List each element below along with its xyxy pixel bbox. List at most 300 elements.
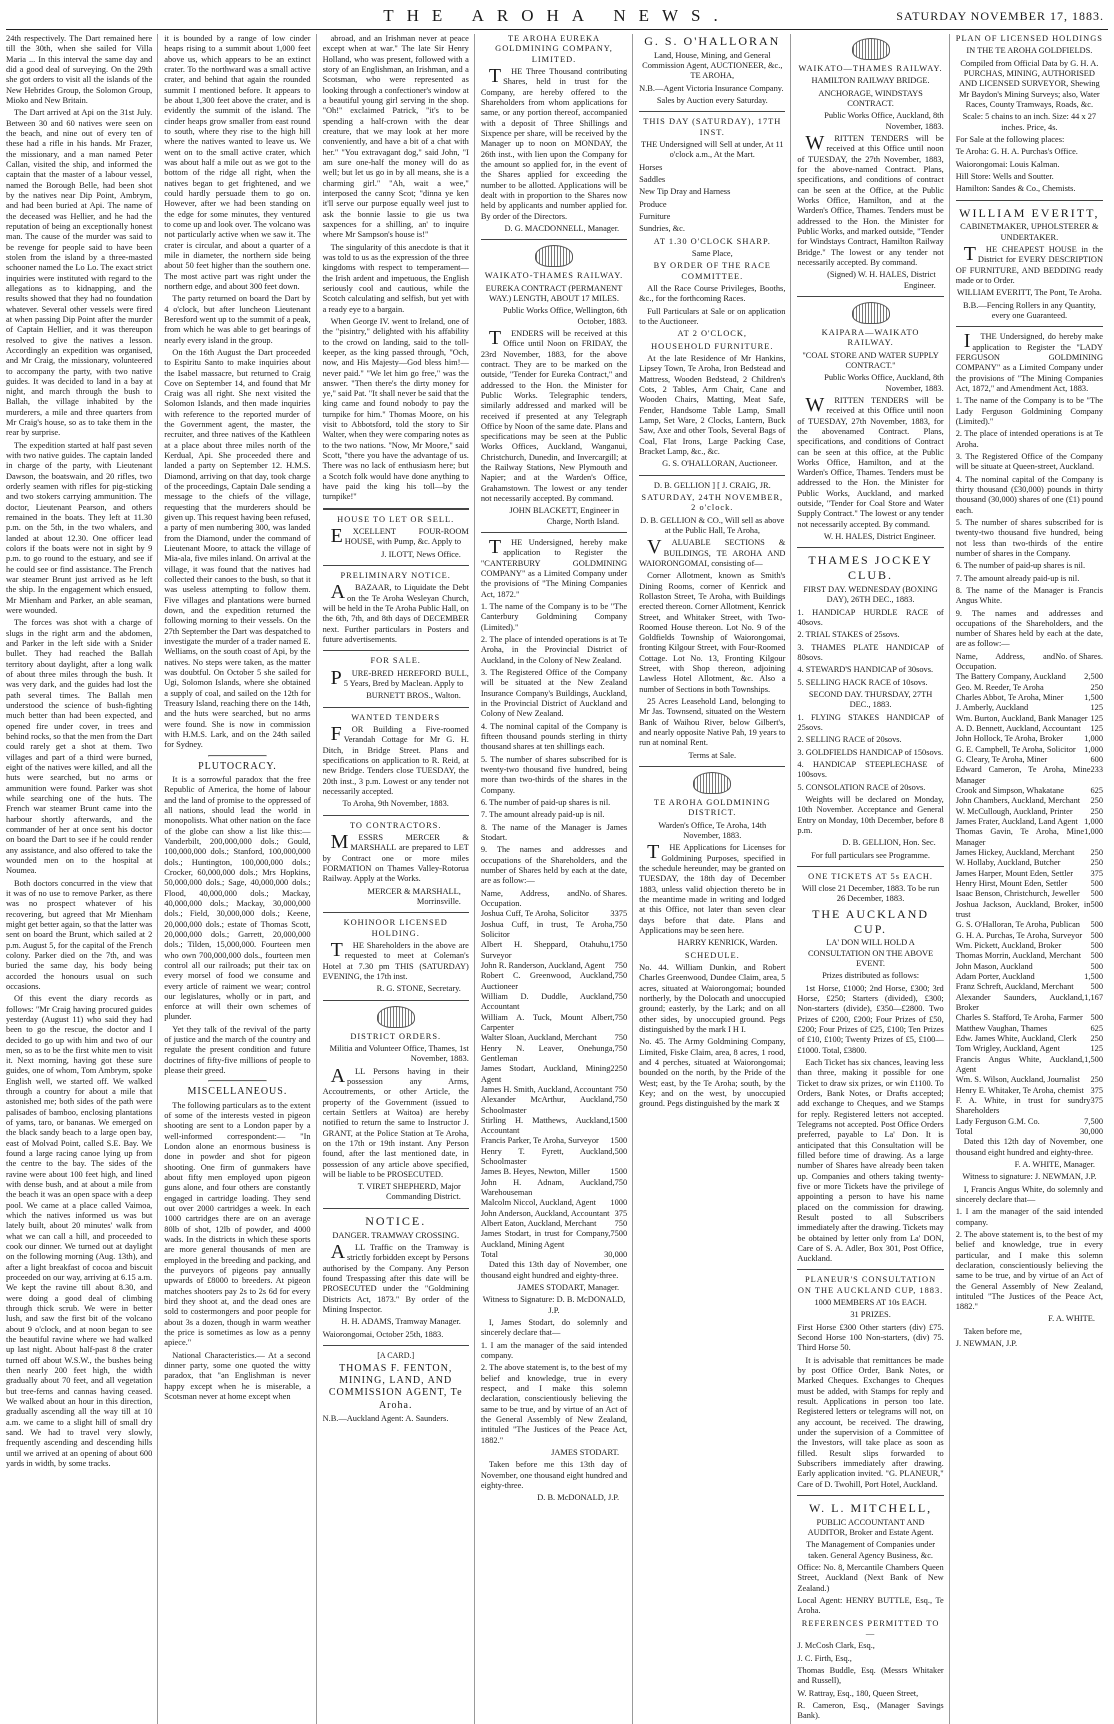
table-row bbox=[481, 1064, 627, 1085]
shareholder-name: W. McCullough, Auckland, Printer bbox=[955, 806, 1073, 816]
list-item: 1. HANDICAP HURDLE RACE of 40sovs. bbox=[797, 607, 944, 627]
ad-note: Sales by Auction every Saturday. bbox=[656, 96, 768, 106]
ad-footnote: N.B.—Auckland Agent: A. Saunders. bbox=[322, 1413, 449, 1423]
shareholder-name: James Harper, Mount Eden, Settler bbox=[955, 868, 1074, 878]
share-count: 1,000 bbox=[1084, 744, 1103, 754]
list-item: 7. The amount already paid-up is nil. bbox=[480, 810, 605, 820]
list-item: 5. The number of shares subscribed for is twenty-two thousand five hundred, being more than two-thirds of the shares in the Company. bbox=[480, 754, 628, 795]
table-row bbox=[481, 1219, 627, 1229]
ad-heading: THAMES JOCKEY CLUB. bbox=[808, 553, 933, 583]
list-item: 8. The name of the Manager is Francis Angus White. bbox=[955, 585, 1103, 606]
table-row bbox=[956, 1024, 1103, 1034]
paragraph: FOR Building a Five-roomed Verandah Cottage for Mr G. H. Ditch, in Bridge Street. Plans and specifications on application to R. Reid, at new Bridge. Tenders close TUESDAY, the 20th inst., 3 p.m. Lowest or any tender not necessarily accepted. bbox=[322, 723, 469, 796]
paragraph: Compiled from Official Data by G. H. A. PURCHAS, MINING, AUTHORISED AND LICENSED SURVEYOR, Shewing Mr Baydon's Mining Surveys; also, Water Races, County Tramways, Roads, &c. bbox=[958, 58, 1100, 109]
ad-subheading: CABINETMAKER, UPHOLSTERER & UNDERTAKER. bbox=[960, 222, 1099, 242]
ad-signature: D. B. McDONALD, J.P. bbox=[537, 1493, 620, 1503]
ad-heading: SCHEDULE. bbox=[684, 950, 740, 960]
shareholder-name: G. Cleary, Te Aroha, Miner bbox=[955, 755, 1048, 765]
share-count: 750 bbox=[614, 1219, 628, 1229]
share-count: 250 bbox=[1090, 848, 1103, 858]
share-count: 500 bbox=[1090, 941, 1103, 950]
table-row bbox=[481, 1167, 627, 1177]
share-count: 250 bbox=[1090, 858, 1103, 868]
table-total bbox=[481, 1250, 627, 1260]
share-count: 750 bbox=[614, 1084, 628, 1094]
ad-signature: F. A. WHITE. bbox=[1048, 1314, 1095, 1324]
table-row bbox=[481, 1178, 627, 1199]
ad-signature: D. G. MACDONNELL, Manager. bbox=[504, 223, 620, 233]
shareholder-name: Joshua Cuff, Te Aroha, Solicitor bbox=[480, 909, 589, 919]
ad-date: Public Works Office, Auckland, 8th November, 1883. bbox=[824, 111, 944, 131]
shareholder-name: Edward Cameron, Te Aroha, Mine Manager bbox=[955, 765, 1091, 785]
list-item: R. Cameron, Esq., (Manager Savings Bank). bbox=[797, 1701, 944, 1721]
share-count: 1500 bbox=[610, 1136, 628, 1146]
ad-signature: JOHN BLACKETT, Engineer in Charge, North Island. bbox=[509, 506, 620, 526]
share-count: 250 bbox=[1090, 682, 1103, 692]
ad-signature: T. VIRET SHEPHERD, Major Commanding District. bbox=[357, 1182, 461, 1202]
share-count: 600 bbox=[1090, 755, 1103, 765]
paragraph: National Characteristics.— At a second dinner party, some one quoted the witty paradox, that "an Englishman is never happy except when he is miserable, a Scotsman never at home except when bbox=[164, 1350, 311, 1401]
share-count: 1750 bbox=[610, 940, 628, 950]
divider bbox=[323, 1000, 469, 1001]
paragraph: D. B. GELLION & CO., Will sell as above at the Public Hall, Te Aroha, bbox=[640, 515, 785, 535]
shareholder-name: Robert C. Greenwood, Auckland, Auctioneer bbox=[480, 971, 615, 991]
list-item: 6. The number of paid-up shares is nil. bbox=[480, 797, 611, 807]
share-count: 2250 bbox=[610, 1064, 628, 1074]
list-item: 2. The place of intended operations is at Te Aroha. bbox=[955, 429, 1103, 449]
shareholder-name: Francis Angus White, Auckland, Agent bbox=[955, 1054, 1085, 1074]
sale-item: Sundries, &c. bbox=[639, 224, 685, 234]
shareholder-name: Albert Eaton, Auckland, Merchant bbox=[480, 1219, 597, 1229]
list-item: 6. The number of paid-up shares is nil. bbox=[955, 561, 1086, 571]
paragraph: Taken before me this 13th day of November, one thousand eight hundred and eighty-three. bbox=[480, 1460, 628, 1490]
list-item: Thomas Buddle, Esq. (Messrs Whitaker and Russell), bbox=[797, 1666, 944, 1686]
paragraph: Same Place, bbox=[691, 249, 733, 258]
ad-subheading: LA' DON WILL HOLD A CONSULTATION ON THE ABOVE EVENT. bbox=[807, 938, 934, 968]
divider bbox=[323, 508, 469, 510]
ad-subheading: IN THE TE AROHA GOLDFIELDS. bbox=[966, 46, 1093, 56]
paragraph: MESSRS MERCER & MARSHALL are prepared to LET by Contract one or more miles FORMATION on Thames Valley-Rotorua Railway. Apply at the Works. bbox=[322, 830, 469, 884]
paragraph: Each Ticket has six chances, leaving less than three, making it possible for one Ticket to draw six prizes, or win £1100. To Orders, Bank Notes, or Drafts accepted; add exchange to Cheques, and we Stamps for reply. Registered letters not accepted. Telegrams not accepted. Post Office Orders preferred, payable to La' Don. It is anticipated that this Consultation will be filled before time of drawing. As a large number of Shares have already been taken up. Companies and others taking twenty-five or more Tickets have the privilege of appointing a person to have his name placed on the commission for drawing. Result posted to all Subscribers immediately after the drawing. Tickets may be obtained by letter only from La' DON, Care of S. A. Adler, Box 301, Post Office, Auckland. bbox=[797, 1057, 944, 1264]
table-row bbox=[956, 1096, 1103, 1117]
shareholder-name: Henry Hirst, Mount Eden, Settler bbox=[955, 879, 1068, 889]
ad-subheading: HAMILTON RAILWAY BRIDGE. bbox=[811, 76, 930, 86]
shareholder-name: Lady Ferguson G.M. Co. bbox=[955, 1116, 1040, 1126]
ad-heading: TO CONTRACTORS. bbox=[349, 820, 442, 830]
total-label: Total bbox=[480, 1250, 498, 1260]
paragraph: THE Three Thousand contributing Shares, held in trust for the Company, are hereby offered to the Shareholders from whom applications for same, or any portion thereof, accompanied with a deposit of Three Shillings and Sixpence per share, will be received by the Manager up to noon on MONDAY, the 26th inst., with lien upon the Company for the amount so applied for, in the event of the Shares applied for exceeding the number to be allotted. Applications will be dealt with in proportion to the Shares now held by applicants and number applied for. By order of the Directors. bbox=[480, 64, 628, 221]
list-item: 3. GOLDFIELDS HANDICAP of 150sovs. bbox=[797, 747, 944, 757]
shareholder-name: Tom Wrigley, Auckland, Agent bbox=[955, 1044, 1060, 1054]
table-row bbox=[956, 1086, 1103, 1096]
shareholder-name: John Chambers, Auckland, Merchant bbox=[955, 796, 1081, 806]
royal-crest-icon bbox=[377, 1006, 415, 1028]
paragraph: THE Shareholders in the above are requested to meet at Coleman's Hotel at 7.30 pm THIS (SATURDAY) EVENING, the 17th inst. bbox=[322, 938, 469, 981]
list-item: Hamilton: Sandes & Co., Chemists. bbox=[955, 184, 1076, 194]
ad-heading: WAIKATO—THAMES RAILWAY. bbox=[798, 64, 943, 73]
list-item: 5. SELLING HACK RACE of 10sovs. bbox=[797, 677, 928, 687]
ad-signature: JAMES STODART, Manager. bbox=[517, 1283, 620, 1293]
ad-signature: R. G. STONE, Secretary. bbox=[376, 984, 461, 994]
list-item: 9. The names and addresses and occupations of the Shareholders, and the number of Shares held by each at the date, are as follow:— bbox=[480, 845, 628, 886]
divider bbox=[797, 1495, 943, 1496]
table-row bbox=[956, 1034, 1103, 1044]
share-count: 500 bbox=[1090, 920, 1103, 930]
list-item: 1. The name of the Company is to be "The Canterbury Goldmining Company (Limited)." bbox=[480, 602, 628, 632]
paragraph: 24th respectively. The Dart remained here till the 30th, when she sailed for Villa Maria ... In this interval the same day and did a good deal of surveying. On the 29th she got orders to visit all the islands of the New Hebrides Group, the Solomon Group, Mioko and New Britain. bbox=[6, 34, 153, 105]
column-6 bbox=[797, 34, 949, 1724]
paragraph: ALL Persons having in their possession any Arms, Accoutrements, or other Article, the property of the Government (issued to certain Settlers at Waitoa) are hereby notified to return the same to Instructor J. GRANT, at the Police Station at Te Aroha, on the 17th or 19th instant. Any Person found, after the last mentioned date, in possession of any article above specified, will be liable to be PROSECUTED. bbox=[322, 1064, 469, 1179]
list-item: 2. SELLING RACE of 20sovs. bbox=[797, 735, 902, 745]
share-count: 750 bbox=[614, 1095, 628, 1105]
table-row bbox=[956, 1075, 1103, 1085]
share-count: 500 bbox=[614, 1146, 628, 1156]
table-row bbox=[481, 909, 627, 919]
table-row bbox=[481, 1147, 627, 1168]
share-count: 500 bbox=[1090, 930, 1103, 940]
shareholder-name: Charles S. Stafford, Te Aroha, Farmer bbox=[955, 1013, 1083, 1023]
list-item: 9. The names and addresses and occupations of the Shareholders, and the number of Shares held by each at the date, are as follow:— bbox=[955, 608, 1103, 649]
table-row bbox=[956, 817, 1103, 827]
share-count: 500 bbox=[1090, 961, 1103, 971]
table-row bbox=[956, 1117, 1103, 1127]
paragraph: WRITTEN TENDERS will be received at this Office until noon of TUESDAY, 27th November, 1883, for the abovenamed Contract. Plans, specifications, and conditions of Contract can be seen at this office, at the Public Works Office, Hamilton, and at the Warden's Office, Thames. Tenders must be addressed to the Hon. the Minister for Public Works, Auckland, and marked outside, "Tender for Coal Store and Water Supply Contract." The lowest or any tender not necessarily accepted. By command. bbox=[797, 393, 944, 529]
table-row bbox=[956, 745, 1103, 755]
list-item: Hill Store: Wells and Soutter. bbox=[955, 171, 1054, 181]
share-count: 750 bbox=[614, 1012, 628, 1022]
ad-footnote: N.B.—Agent Victoria Insurance Company. bbox=[639, 83, 784, 93]
table-row bbox=[956, 900, 1103, 921]
divider bbox=[481, 239, 627, 240]
shareholder-name: G. S. O'Halloran, Te Aroha, Publican bbox=[955, 920, 1080, 930]
table-row bbox=[956, 765, 1103, 786]
table-header bbox=[481, 889, 627, 910]
table-row bbox=[956, 755, 1103, 765]
sale-item: Horses bbox=[639, 162, 663, 172]
ad-subheading: Will close 21 December, 1883. To be run 26 December, 1883. bbox=[801, 884, 940, 904]
paragraph: TENDERS will be received at this Office until Noon on FRIDAY, the 23rd November, 1883, for the above contract. They are to be marked on the outside, "Tender for Eureka Contract," and addressed to the Hon. the Minister for Public Works. Telegraphic tenders, similarly addressed and marked will be received if presented at any Telegraph Office by Noon of the same date. Plans and specifications may be seen at the Public Works Offices, Auckland, Wanganui, Christchurch, Dunedin, and Invercargill; at the Railway Stations, New Plymouth and Napier; and at the Warden's Office, Grahamstown. The lowest or any tender not necessarily accepted. By command. bbox=[480, 326, 628, 504]
ad-subheading: PUBLIC ACCOUNTANT AND AUDITOR, Broker and Estate Agent. bbox=[807, 1517, 934, 1538]
column-4 bbox=[481, 34, 633, 1724]
list-item: 1. The name of the Company is to be "The Lady Ferguson Goldmining Company (Limited)." bbox=[955, 396, 1103, 426]
share-count: 500 bbox=[1090, 899, 1103, 909]
table-row bbox=[956, 869, 1103, 879]
table-row bbox=[956, 796, 1103, 806]
ad-heading: PLAN OF LICENSED HOLDINGS bbox=[955, 34, 1103, 43]
ad-signature: W. H. HALES, District Engineer. bbox=[823, 532, 936, 542]
divider bbox=[481, 532, 627, 533]
divider bbox=[956, 326, 1103, 327]
table-row bbox=[956, 734, 1103, 744]
paragraph: It is advisable that remittances be made by post Office Order, Bank Notes, or Marked Cheques. Exchanges to Cheques must be added, with Stamps for reply and result. Applications in person too late. Registered letters or telegrams will not, on any account, be received. The drawing, under the supervision of a Committee of the Investors, will take place as soon as filled. Result slips forwarded to Subscribers immediately after drawing. Early application invited. "G. PLANEUR," Care of D. Twohill, Port Hotel, Auckland. bbox=[797, 1355, 944, 1489]
paragraph: ALL Traffic on the Tramway is strictly forbidden except by Persons authorised by the Company. Any Person found Trespassing after this date will be PROSECUTED under the "Goldmining Districts Act, 1873." By order of the Mining Inspector. bbox=[322, 1240, 469, 1314]
paragraph: The party returned on board the Dart by 4 o'clock, but after luncheon Lieutenant Beresford went up to the summit of a peak, from which he was able to get bearings of nearly every island in the group. bbox=[164, 294, 311, 345]
divider bbox=[956, 200, 1103, 201]
paragraph: 1st Horse, £1000; 2nd Horse, £300; 3rd Horse, £250; Starters (divided), £300; Non-starters (divide), £350—£2800. Two Prizes of £200, £200; Four Prizes of £50, £200; Four Prizes of £25, £100; Ten Prizes of £10, £100; Twenty Prizes of £5, £100—£1000. Total, £3800. bbox=[797, 983, 944, 1055]
share-count: 7500 bbox=[610, 1229, 628, 1239]
table-row bbox=[481, 1116, 627, 1137]
paragraph: Office: No. 8, Mercantile Chambers Queen Street, Auckland (Next Bank of New Zealand.) bbox=[797, 1563, 944, 1593]
paragraph: The singularity of this anecdote is that it was told to us as the expression of the three kingdoms with respect to temperament—the Irish ardent and impetuous, the English seriously cool and cautious, while the Scotch calculating and selfish, but yet with a ready eye to a bargain. bbox=[322, 242, 469, 314]
divider bbox=[797, 547, 943, 548]
share-count: 2,500 bbox=[1084, 672, 1103, 682]
share-count: 750 bbox=[614, 1177, 628, 1187]
ad-heading: WAIKATO-THAMES RAILWAY. bbox=[484, 271, 624, 281]
table-row bbox=[956, 693, 1103, 703]
ad-signature: (Signed) W. H. HALES, District Engineer. bbox=[827, 270, 936, 290]
shareholder-name: A. D. Bennett, Auckland, Accountant bbox=[955, 724, 1081, 734]
columns bbox=[6, 34, 1108, 1721]
shareholder-name: Henry N. Leaver, Onehunga, Gentleman bbox=[480, 1043, 615, 1063]
shareholder-name: Alexander McArthur, Auckland, Schoolmaster bbox=[480, 1095, 615, 1115]
table-row bbox=[956, 848, 1103, 858]
column-5 bbox=[639, 34, 791, 1724]
ad-heading: TE AROHA GOLDMINING DISTRICT. bbox=[653, 798, 771, 818]
share-count: 500 bbox=[1090, 982, 1103, 992]
table-row bbox=[956, 1055, 1103, 1076]
ad-heading: PLANEUR'S CONSULTATION ON THE AUCKLAND CUP, 1883. bbox=[797, 1275, 944, 1295]
table-row bbox=[481, 992, 627, 1013]
share-count: 750 bbox=[614, 919, 628, 929]
ad-signature: J. NEWMAN, J.P. bbox=[955, 1339, 1018, 1349]
paragraph: The forces was shot with a charge of slugs in the right arm and the abdomen, and Parker in the left side with a Snider bullet. They had reached the Ballah territory about daylight, after a long walk of about three miles through the bush. It was very dark, and the guides had lost the path several times. The Ballah men understood the science of bush-fighting much better than had been expected, and opened fire under cover, in trees and behind rocks, so that the men from the Dart could rarely get a shot at them. Two villages and part of a third were burned, eight of the natives were killed, and all the huts were searched, but no arms or ammunition were found. Parker was shot while searching one of the huts. The French war steamer Brunt came into the harbour shortly afterwards, and the commander of her at once sent his doctor on board the Dart to see if he could render any assistance, and also offered to take the wounded men on to the hospital at Noumea. bbox=[6, 618, 153, 876]
share-count: 125 bbox=[1090, 703, 1103, 713]
share-count: 1,500 bbox=[1084, 693, 1103, 703]
list-item: 7. The amount already paid-up is nil. bbox=[955, 573, 1080, 583]
shareholder-name: James H. Smith, Auckland, Accountant bbox=[480, 1084, 613, 1094]
share-count: 250 bbox=[1090, 1033, 1103, 1043]
ad-heading: THIS DAY (SATURDAY), 17TH INST. bbox=[643, 117, 782, 137]
shareholder-name: F. A. White, in trust for sundry Shareholders bbox=[955, 1095, 1091, 1116]
paragraph: When George IV. went to Ireland, one of the "pisintry," delighted with his affability to the crowd on landing, said to the toll-keeper, as the king passed through, "Och, now, and His Majesty—God bless him!—never paid." "We let him go free," was the answer. "Then there's the dirty money for ye," said Pat. "It shall never be said that the king came and found nobody to pay the turnpike for him." Thomas Moore, on his visit to Abbotsford, told the story to Sir Walter, when they were comparing notes as to the two nations. "Now, Mr Moore," said Scott, "there you have the advantage of us. There was no lack of enthusiasm here; but a Scotch folk would have done anything to have paid the king his toll—by the turnpike!" bbox=[322, 316, 469, 502]
shareholder-name: Isaac Benson, Christchurch, Jeweller bbox=[955, 889, 1080, 899]
ad-signature: F. A. WHITE, Manager. bbox=[1014, 1159, 1095, 1169]
table-header-name: Name, Address, and Occupation. bbox=[955, 651, 1056, 672]
table-row bbox=[481, 1229, 627, 1250]
column-3 bbox=[323, 34, 475, 1724]
table-row bbox=[481, 1085, 627, 1095]
share-count: 250 bbox=[1090, 806, 1103, 816]
table-row bbox=[481, 920, 627, 941]
divider bbox=[323, 650, 469, 651]
share-count: 1000 bbox=[610, 1198, 628, 1208]
ad-heading: THE AUCKLAND CUP. bbox=[812, 906, 930, 936]
share-count: 500 bbox=[1090, 1013, 1103, 1023]
paragraph: The expedition started at half past seven with two native guides. The captain landed in charge of the party, with Lieutenant Dawson, the boatswain, and 20 rifles, two orderly seamen with rifles for pig-sticking and two stokers carrying ammunition. The doctor, Lieutenant Pearson, and others remained in the boats. They left at 11.30 p.m. on the 5th, in the two whalers, and landed at about 12.30. One officer lead colors if the boats were not in sight by 9 p.m. to go round to the estuary, and see if he could see or find assistance. The French war steamer Brunt just arrived as he left the ship. In the engagement which ensued, Mr Mienham and Parker, an able seaman, were wounded. bbox=[6, 440, 153, 616]
share-count: 125 bbox=[1090, 713, 1103, 723]
paragraph: On the 16th August the Dart proceeded to Espiritu Santo to make inquiries about the Isabel massacre, but returned to Craig Cove on September 14, and found that Mr Craig was all right. She next visited the Solomon Islands, and then made inquiries with reference to the reported murder of the Government agent, the master, the recruiter, and three natives of the Kathleen at a place about three miles north of the Kerdual, Api. She proceeded there and landed a party on September 12. H.M.S. Diamond, arriving on that day, took charge of the proceedings, Captain Dale sending a message to the chiefs of the village, requesting that the murderers should be given up. This request having been refused, a party of men numbering 300, was landed from the Diamond, under the command of Lieutenant Moore, to attack the village of Mia-ala, five miles inland. On arrival at the village, it was found that the natives had collected their canoes to the bush, so that it was useless attempting to follow them. Five villages and plantations were burned down, and the expedition returned the following morning to their vessels. On the 27th September the Dart was despatched to investigate the murder of a trader named E. Welliams, on the south coast of Api, by the natives. No steps were taken, as the matter was doubtful. On October 5 she sailed for Ugi, Solomon Islands, where she obtained a supply of coal, and sailed on the 12th for Treasury Island, reaching there on the 14th, and the huts were searched, but no arms were found. She is now in commission with H.M.S. Lark, and on the 24th sailed for Sydney. bbox=[164, 347, 311, 750]
paragraph: The following particulars as to the extent of some of the interests vested in pigeon shooting are sent to a London paper by a well-informed correspondent:— "In London alone an enormous business is done in powder and shot for pigeon shooting. One firm of gunmakers have about fifty men employed upon pigeon guns alone, and four others are constantly engaged in cartridge loading. They send out over 2000 cartridges a week. In each 1000 cartridges there are on an average 80lb of shot, 12lb of powder, and 4000 wads. In the districts in which these sports are more general thousands of men are employed in the breeding and packing, and the purveyors of pigeons pay annually upwards of £8000 to breeders. At pigeon matches shooters pay 2s to 2s 6d for every bird they shoot at, and the dead ones are sold to costermongers and poor people for about 3s a dozen, though in warm weather the price is sometimes as low as a penny apiece." bbox=[164, 1100, 311, 1348]
shareholder-name: William D. Duddle, Auckland, Accountant bbox=[480, 991, 615, 1012]
list-item: 4. The nominal capital of the Company is fifteen thousand pounds sterling in thirty thousand shares at ten shillings each. bbox=[480, 721, 628, 752]
shareholder-name: Wm. Pickett, Auckland, Broker bbox=[955, 941, 1062, 950]
shareholder-name: Edw. James White, Auckland, Clerk bbox=[955, 1033, 1077, 1043]
ad-heading: ONE TICKETS AT 5s EACH. bbox=[808, 871, 933, 881]
ad-heading: W. L. MITCHELL, bbox=[808, 1501, 933, 1516]
sale-item: Furniture bbox=[639, 212, 671, 222]
shareholder-name: John Hollock, Te Aroha, Broker bbox=[955, 734, 1063, 744]
share-count: 1,500 bbox=[1084, 971, 1103, 981]
ad-heading: PRELIMINARY NOTICE. bbox=[340, 571, 451, 581]
share-count: 750 bbox=[614, 1043, 628, 1053]
shareholder-name: W. Hollaby, Auckland, Butcher bbox=[955, 858, 1061, 868]
list-item: J. McCosh Clark, Esq., bbox=[797, 1641, 875, 1651]
list-item: W. Rattray, Esq., 180, Queen Street, bbox=[797, 1688, 919, 1698]
ad-note: Terms at Sale. bbox=[688, 750, 737, 760]
table-row bbox=[956, 982, 1103, 992]
divider bbox=[797, 866, 943, 867]
ad-heading: KAIPARA—WAIKATO RAILWAY. bbox=[821, 327, 920, 348]
paragraph: 25 Acres Leasehold Land, belonging to Mr Jas. Townsend, situated on the Western Bank of Waihou River, below Gilbert's, and nearly opposite Native Pah, 19 years to run at nominal Rent. bbox=[639, 697, 786, 748]
ad-heading: WANTED TENDERS bbox=[351, 712, 441, 722]
list-item: 1. I am the manager of the said intended company. bbox=[480, 1340, 628, 1361]
list-item: 1. I am the manager of the said intended company. bbox=[955, 1207, 1103, 1227]
paragraph: Full Particulars at Sale or on application to the Auctioneer. bbox=[639, 306, 786, 326]
sale-item: New Tip Dray and Harness bbox=[639, 187, 731, 197]
list-item: 2. The above statement is, to the best of my belief and knowledge, true in every particular, and I make this solemn declaration, conscientiously believing the same to be true, and by virtue of an Act of the General Assembly of New Zealand, intituled "The Justices of the Peace Act, 1882." bbox=[955, 1229, 1103, 1312]
shareholder-name: Walter Sloan, Auckland, Merchant bbox=[480, 1033, 597, 1043]
shareholder-name: Wm. S. Wilson, Auckland, Journalist bbox=[955, 1075, 1080, 1085]
ad-signature: G. S. O'HALLORAN, Auctioneer. bbox=[662, 459, 778, 469]
ad-signature: BURNETT BROS., Walton. bbox=[366, 691, 461, 701]
paragraph: THE Applications for Licenses for Goldmining Purposes, specified in the schedule hereunder, may be granted on TUESDAY, the 18th day of December 1883, unless valid objection thereto be in the meantime made in writing and lodged at this Office, not later than seven clear days before that date. Plans and Applications may be seen here. bbox=[639, 841, 786, 936]
ad-subheading: DANGER. TRAMWAY CROSSING. bbox=[332, 1230, 460, 1240]
table-row bbox=[481, 971, 627, 992]
shareholder-name: Henry E. Whitaker, Te Aroha, chemist bbox=[955, 1085, 1084, 1095]
table-header-shares: No. of Shares. bbox=[579, 888, 628, 898]
paragraph: Both doctors concurred in the view that it was of no use to remove Parker, as there was no prospect whatever of his recovering, but agreed that Mr Mienham might get better again, so that the latter was sent on board the Brunt, which sailed at 2 p.m. August 5, for the capital of the French colony. Parker died on the 7th, and was buried the same day, his body being accorded the honours usual on such occasions. bbox=[6, 878, 153, 991]
list-item: 2. The above statement is, to the best of my belief and knowledge, true in every respect, and I make this solemn declaration, conscientiously believing the same to be true, and by virtue of an Act of the General Assembly of New Zealand, intituled "The Justices of the Peace Act, 1882." bbox=[480, 1363, 628, 1445]
share-count: 1,500 bbox=[1084, 1054, 1103, 1064]
ad-subheading: 1000 MEMBERS AT 10s EACH. bbox=[814, 1298, 927, 1308]
paragraph: PURE-BRED HEREFORD BULL, 5 Years, Bred by Maclean. Apply to bbox=[330, 666, 469, 689]
table-row bbox=[956, 889, 1103, 899]
ad-signature: J. ILOTT, News Office. bbox=[381, 549, 461, 559]
divider bbox=[797, 1269, 943, 1270]
paragraph: THE Undersigned will Sell at under, At 11 o'clock a.m., At the Mart. bbox=[640, 140, 784, 160]
divider bbox=[323, 565, 469, 566]
sale-item: Produce bbox=[639, 199, 667, 209]
total-label: Total bbox=[955, 1126, 973, 1136]
table-header-shares: No. of Shares. bbox=[1055, 651, 1103, 661]
newspaper-title: THE AROHA NEWS. bbox=[383, 6, 731, 25]
table-row bbox=[481, 1044, 627, 1065]
ad-footnote: B.B.—Fencing Rollers in any Quantity, every one Guaranteed. bbox=[962, 300, 1096, 320]
paragraph: it is bounded by a range of low cinder heaps rising to a summit about 1,000 feet above us, which appears to be an extinct crater. To the northward was a small active crater, and behind that again the rounded summit I mentioned before. It appears to be about 1,300 feet above the crater, and is evidently the summit of the island. The cinder heaps grow smaller from east round to south, where they rise to the high hill where the natives wanted to leave us. We went on to the small active crater, which was about half a mile out as we got to the bottom of the ridge all right, when the natives began to get frightened, and we could hardly persuade them to go on. However, after we had been standing on the edge for some minutes, they ventured to come up and look over. The volcano was not particularly active when we saw it. The crater is circular, and about a quarter of a mile in diameter, the northern side being about 50 feet higher than the southern one. The most active part was right under the northern edge, and about 300 feet down. bbox=[164, 34, 311, 291]
column-7 bbox=[956, 34, 1108, 1724]
share-count: 1500 bbox=[610, 1115, 628, 1125]
ad-tag: D. B. GELLION ] [ J. CRAIG, JR. bbox=[653, 480, 771, 490]
list-item: 4. HANDICAP STEEPLECHASE of 100sovs. bbox=[797, 759, 944, 780]
table-row bbox=[956, 672, 1103, 682]
list-item: No. 44. William Dunkin, and Robert Charles Greenwood, Dundee Claim, area, 5 acres, situated at Waiorongomai; bounded northerly, by the Dolocath and unoccupied ground; easterly, by the Lark; and on all other sides, by unoccupied ground. Pegs distinguished by the mark I H I. bbox=[639, 963, 786, 1034]
table-row bbox=[481, 1136, 627, 1146]
ad-date: Warden's Office, Te Aroha, 14th November, 1883. bbox=[658, 820, 767, 841]
shareholder-name: J. Amberly, Auckland bbox=[955, 703, 1029, 713]
ad-note: For full particulars see Programme. bbox=[811, 850, 930, 860]
table-row bbox=[481, 1033, 627, 1043]
section-heading: PLUTOCRACY. bbox=[198, 760, 277, 772]
share-count: 375 bbox=[1090, 1095, 1103, 1105]
ad-heading: G. S. O'HALLORAN bbox=[644, 34, 781, 48]
shareholder-name: Adam Porter, Auckland bbox=[955, 971, 1035, 981]
list-item: Te Aroha: G. H. A. Purchas's Office. bbox=[955, 147, 1078, 157]
ad-date: Public Works Office, Wellington, 6th October, 1883. bbox=[502, 306, 628, 326]
list-item: 5. The number of shares subscribed for is twenty-two thousand five hundred, being not less than two-thirds of the entire number of shares in the Company. bbox=[955, 517, 1103, 558]
shareholder-name: James Stodart, Auckland, Mining Agent bbox=[480, 1064, 611, 1084]
table-row bbox=[956, 951, 1103, 961]
table-row bbox=[956, 1013, 1103, 1023]
table-header bbox=[956, 652, 1103, 673]
ad-date: Public Works Office, Auckland, 8th November, 1883. bbox=[824, 373, 944, 393]
shareholder-name: John H. Adnam, Auckland, Warehouseman bbox=[480, 1177, 615, 1198]
section-heading: MISCELLANEOUS. bbox=[187, 1086, 288, 1098]
list-item: 4. The nominal capital of the Company is thirty thousand (£30,000) pounds in thirty thousand (30,000) shares of one (£1) pound each. bbox=[955, 474, 1103, 515]
table-row bbox=[956, 786, 1103, 796]
paragraph: Of this event the diary records as follows: "Mr Craig having procured guides yesterday (August 11) who said they had been to go the rescue, the doctor and I decided to go up with him and two of our men, so as to be the first white men to visit it. Next morning, having got these sure guides, one of whom, Tom Ambrym, spoke English well, we started off. We walked through a country for about a mile that astonished me; both sides of the path were palisades of bamboo, enclosing plantations of yams, taro, or bananas. We emerged on the black sandy beach to a large open bay, east of Molvad Point, called S.E. Bay. We found a large racing canoe lying up from the centre to the bay. The sides of the ravine were about 100 feet high, and lined with dense bush, and at about a mile from the beach it was an open space with a deep pool. We came at a place called Vaimoa, which the natives informed us was but lately built, about 20 minutes' walk from what we can call a hill, and proceeded to cook our dinner. We turned out at daylight on the following morning (Aug. 13th), and after a light breakfast of cocoa and biscuit proceeded on our way, arriving at 6.15 a.m. We kept the ravine till about 8.30, and were doing a good deal of climbing through thick scrub. We were in better lush, and saw the first bit of the volcano about 9 o'clock, and at noon began to see the beautiful ravine where we had walked up last night. About half-past 8 the crater turned off about W.S.W., the bushes being then nearly 200 feet high, the width gradually about 70 feet, and all vegetation but tree-ferns and cannas having ceased. We walked about an hour in this direction, gradually ascending all the way till at 10 a.m. we came to a slight hill of small dry sand. We had to travel very slowly, frequently ascending and descending hills until we arrived at an opening of about 600 yards in width, by some tracks. bbox=[6, 994, 153, 1468]
table-row bbox=[956, 827, 1103, 848]
table-header-name: Name, Address, and Occupation. bbox=[480, 888, 580, 908]
paragraph: The Management of Companies under taken. General Agency Business, &c. bbox=[806, 1540, 935, 1560]
divider bbox=[323, 1208, 469, 1209]
share-count: 500 bbox=[1090, 879, 1103, 889]
shareholder-name: James Hickey, Auckland, Merchant bbox=[955, 848, 1075, 858]
shareholder-name: James Frater, Auckland, Land Agent bbox=[955, 817, 1078, 827]
paragraph: ABAZAAR, to Liquidate the Debt on the Te Aroha Wesleyan Church, will be held in the Te Aroha Public Hall, on the 6th, 7th, and 8th days of DECEMBER next. Further particulars in Posters and future advertisements. bbox=[322, 581, 469, 645]
shareholder-name: William A. Tuck, Mount Albert, Carpenter bbox=[480, 1012, 615, 1032]
shareholder-name: Crook and Simpson, Whakatane bbox=[955, 786, 1064, 796]
share-count: 1,000 bbox=[1084, 734, 1103, 744]
ad-subheading: 31 PRIZES. bbox=[850, 1310, 891, 1320]
royal-crest-icon bbox=[852, 302, 890, 324]
paragraph: Taken before me, bbox=[963, 1326, 1022, 1336]
witness: Witness to Signature: D. B. McDONALD, J.P. bbox=[482, 1295, 626, 1315]
ad-date: Militia and Volunteer Office, Thames, 1st November, 1883. bbox=[329, 1043, 469, 1064]
table-row bbox=[481, 1013, 627, 1034]
paragraph: At the late Residence of Mr Hankins, Lipsey Town, Te Aroha, Iron Bedstead and Mattress, Wooden Bedstead, 2 Children's Cots, 2 Tables, Arm Chair, Cane and Wooden Chairs, Matting, Meat Safe, Fender, Handsome Table Lamp, Small Lamp, Set Ware, 2 Clocks, Lantern, Buck Saw, Axe and other Tools, Several Bags of Coal, Flat Irons, Large Packing Case, Bracket Lamp, &c., &c. bbox=[639, 353, 786, 456]
paragraph: THE Undersigned, hereby make application to Register the "CANTERBURY GOLDMINING COMPANY" as a Limited Company under the provisions of "The Mining Companies Act, 1872." bbox=[480, 536, 628, 599]
paragraph: It is a sorrowful paradox that the free Republic of America, the home of labour and the land of promise to the oppressed of all nations, should lead the world in monopolists. What other nation on the face of the globe can show a list like this:— Vanderbilt, 200,000,000 dols.; Gould, 100,000,000 dols.; Stanford, 100,000,000 dols.; Huntington, 100,000,000 dols.; Crocker, 60,000,000 dols.; Mrs Hopkins, 50,000,000 dols.; Sage, 40,000,000 dols.; Flood, 40,000,000 dols.; Mackay, 40,000,000 dols.; Mackay, 30,000,000 dols.; Field, 30,000,000 dols.; Keene, 20,000,000 dols.; estate of Thomas Scott, 20,000,000 dols.; Garrett, 20,000,000 dols.; Tilden, 15,000,000. Fourteen men who own 700,000,000 dols., fourteen men control all our railroads; put their tax on every morsel of food we consume and every article of raiment we wear; control our legislatures, wholly or in part, and enforce at will their own schemes of plunder. bbox=[164, 774, 311, 1022]
shareholder-name: John Mason, Auckland bbox=[955, 961, 1033, 971]
ad-signature: H. H. ADAMS, Tramway Manager. bbox=[341, 1317, 461, 1327]
table-row bbox=[956, 724, 1103, 734]
ad-subheading: Land, House, Mining, and General Commission Agent, AUCTIONEER, &c., TE AROHA, bbox=[642, 50, 783, 81]
table-row bbox=[481, 940, 627, 961]
paragraph: For Sale at the following places: bbox=[955, 134, 1065, 144]
column-1 bbox=[6, 34, 158, 1724]
share-count: 125 bbox=[1090, 1044, 1103, 1054]
ad-note: Prizes distributed as follows: bbox=[822, 971, 920, 981]
share-count: 750 bbox=[614, 960, 628, 970]
shareholder-name: Charles Abbot, Te Aroha, Miner bbox=[955, 693, 1064, 703]
royal-crest-icon bbox=[535, 245, 573, 267]
paragraph: I, James Stodart, do solemnly and sincerely declare that— bbox=[480, 1318, 628, 1338]
divider bbox=[639, 475, 785, 476]
card-label: [A CARD.] bbox=[377, 1350, 415, 1360]
royal-crest-icon bbox=[693, 772, 731, 794]
shareholder-name: Thomas Morrin, Auckland, Merchant bbox=[955, 951, 1082, 961]
table-row bbox=[956, 714, 1103, 724]
share-count: 233 bbox=[1090, 765, 1103, 775]
divider bbox=[323, 1345, 469, 1346]
total-value: 30,000 bbox=[1079, 1126, 1103, 1136]
paragraph: Dated this 12th day of November, one thousand eight hundred and eighty-three. bbox=[955, 1137, 1103, 1157]
shareholder-name: Matthew Vaughan, Thames bbox=[955, 1023, 1048, 1033]
list-item: 5. CONSOLATION RACE of 20sovs. bbox=[797, 782, 926, 792]
ad-subheading: BY ORDER OF THE RACE COMMITTEE. bbox=[653, 261, 771, 281]
agent-card: THOMAS F. FENTON, MINING, LAND, AND COMMISSION AGENT, Te Aroha. bbox=[328, 1362, 463, 1411]
share-count: 750 bbox=[614, 971, 628, 981]
